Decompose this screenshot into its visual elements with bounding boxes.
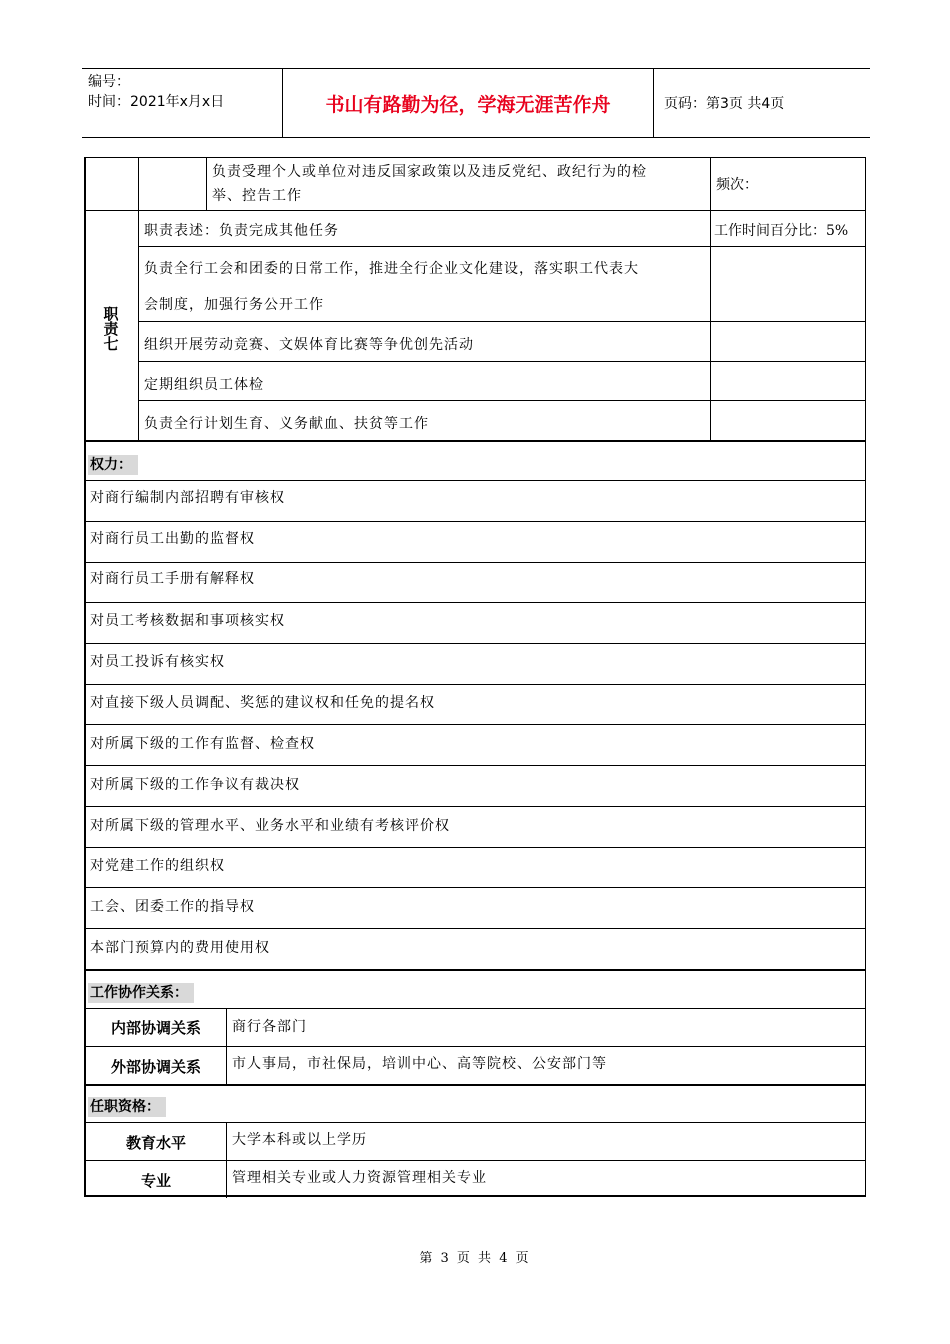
page-footer: 第 3 页 共 4 页 bbox=[419, 1251, 531, 1266]
power-item: 对直接下级人员调配、奖惩的建议权和任免的提名权 bbox=[90, 695, 435, 711]
qualification-title: 任职资格： bbox=[88, 1096, 166, 1116]
power-item: 对党建工作的组织权 bbox=[90, 858, 225, 874]
time-label: 时间：2021年x月x日 bbox=[88, 94, 225, 110]
major-value: 管理相关专业或人力资源管理相关专业 bbox=[232, 1170, 487, 1186]
duty-prev-text bbox=[212, 160, 708, 208]
page-header bbox=[82, 68, 870, 138]
duty-prev-line2: 举、控告工作 bbox=[212, 188, 302, 204]
job-description-table bbox=[84, 157, 866, 1197]
header-meta bbox=[82, 69, 282, 137]
duty7-description: 职责表述：负责完成其他任务 bbox=[144, 223, 339, 239]
power-item: 对所属下级的工作争议有裁决权 bbox=[90, 777, 300, 793]
number-label: 编号： bbox=[88, 74, 130, 90]
power-item: 对所属下级的工作有监督、检查权 bbox=[90, 736, 315, 752]
duty7-task-1-line1: 负责全行工会和团委的日常工作，推进全行企业文化建设，落实职工代表大 bbox=[144, 261, 639, 277]
external-coordination-label: 外部协调关系 bbox=[110, 1057, 201, 1076]
duty-prev-frequency: 频次： bbox=[716, 177, 758, 193]
powers-title: 权力： bbox=[88, 454, 138, 474]
internal-coordination-value: 商行各部门 bbox=[232, 1019, 307, 1035]
power-item: 对员工考核数据和事项核实权 bbox=[90, 613, 285, 629]
page-info: 页码：第3页 共4页 bbox=[664, 96, 785, 112]
duty7-time-percent: 工作时间百分比：5% bbox=[714, 223, 849, 239]
duty7-task-2: 组织开展劳动竞赛、文娱体育比赛等争优创先活动 bbox=[144, 337, 474, 353]
power-item: 对商行员工手册有解释权 bbox=[90, 571, 255, 587]
duty7-task-1-line2: 会制度，加强行务公开工作 bbox=[144, 297, 324, 313]
education-value: 大学本科或以上学历 bbox=[232, 1132, 367, 1148]
duty7-task-4: 负责全行计划生育、义务献血、扶贫等工作 bbox=[144, 416, 429, 432]
education-label: 教育水平 bbox=[125, 1133, 186, 1152]
header-motto: 书山有路勤为径，学海无涯苦作舟 bbox=[282, 69, 654, 137]
duty7-task-1 bbox=[144, 251, 710, 323]
power-item: 本部门预算内的费用使用权 bbox=[90, 940, 270, 956]
power-item: 对商行编制内部招聘有审核权 bbox=[90, 490, 285, 506]
internal-coordination-label: 内部协调关系 bbox=[110, 1018, 201, 1037]
power-item: 对所属下级的管理水平、业务水平和业绩有考核评价权 bbox=[90, 818, 450, 834]
duty-prev-line1: 负责受理个人或单位对违反国家政策以及违反党纪、政纪行为的检 bbox=[212, 164, 647, 180]
power-item: 工会、团委工作的指导权 bbox=[90, 899, 255, 915]
duty7-label: 职责七 bbox=[101, 305, 120, 351]
major-label: 专业 bbox=[140, 1171, 171, 1190]
duty7-task-3: 定期组织员工体检 bbox=[144, 377, 264, 393]
power-item: 对员工投诉有核实权 bbox=[90, 654, 225, 670]
power-item: 对商行员工出勤的监督权 bbox=[90, 531, 255, 547]
cooperation-title: 工作协作关系： bbox=[88, 982, 194, 1002]
external-coordination-value: 市人事局，市社保局，培训中心、高等院校、公安部门等 bbox=[232, 1056, 607, 1072]
